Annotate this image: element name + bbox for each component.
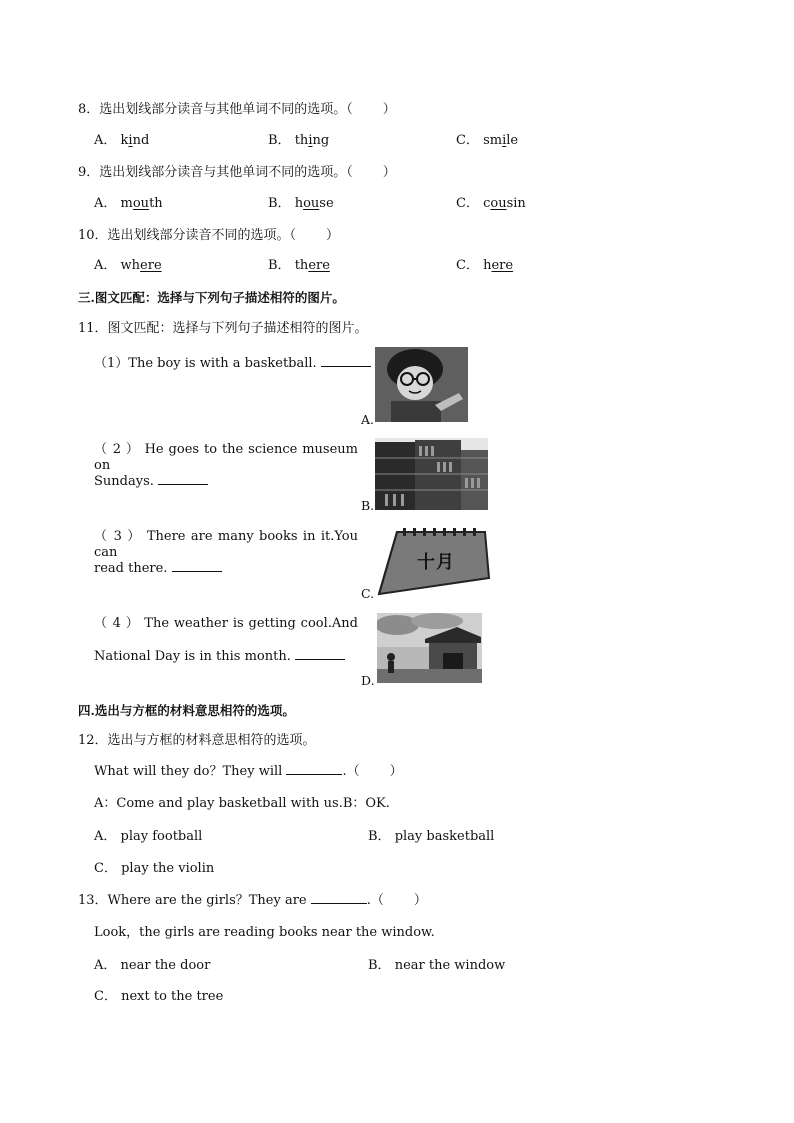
q13-option-b[interactable] (368, 958, 505, 974)
q11-item-1 (94, 355, 371, 372)
underlined-letters: ere (491, 258, 514, 273)
q11-item-3-line2 (94, 560, 222, 577)
underlined-letters: ere (308, 258, 330, 273)
question-11-stem: 11．图文匹配：选择与下列句子描述相符的图片。 (78, 321, 368, 336)
option-letter: B． (368, 958, 391, 973)
option-letter: A． (94, 196, 117, 211)
question-text: 9．选出划线部分读音与其他单词不同的选项。（ (78, 165, 353, 180)
word-part: sm (483, 133, 503, 148)
option-text: play the violin (121, 861, 215, 876)
underlined-letters: i (502, 133, 507, 148)
option-letter: A． (94, 133, 117, 148)
museum-building-picture[interactable] (377, 613, 482, 683)
answer-blank[interactable] (295, 648, 345, 660)
paren-close: ） (382, 165, 396, 180)
answer-blank[interactable] (158, 473, 208, 485)
word-part: k (120, 133, 129, 148)
paren-close: ） (413, 893, 427, 908)
underlined-letters: ou (303, 196, 320, 211)
underlined-letters: i (308, 133, 313, 148)
word-part: h (294, 196, 304, 211)
picture-a-label: A. (361, 412, 375, 427)
q11-item-3-line1: （ 3 ） There are many books in it.You can (94, 529, 358, 560)
answer-blank[interactable] (321, 355, 371, 367)
answer-blank[interactable] (172, 560, 222, 572)
q13-option-a[interactable] (94, 958, 210, 974)
item-text: read there. (94, 561, 168, 576)
q11-item-2-line1: （ 2 ） He goes to the science museum on (94, 442, 358, 473)
question-13-stem (78, 892, 427, 909)
option-letter: B． (368, 829, 391, 844)
q11-item-2-line2 (94, 473, 208, 490)
question-tail: .（ (366, 893, 384, 908)
word-part: m (120, 196, 133, 211)
word-part: se (319, 196, 334, 211)
question-10-stem (78, 228, 339, 244)
word-part: h (483, 258, 492, 273)
calendar-text: 十月 (417, 552, 455, 573)
picture-d-label: D. (361, 673, 375, 688)
q12-material: A：Come and play basketball with us.B：OK. (94, 796, 390, 811)
option-letter: C． (456, 258, 479, 273)
answer-blank[interactable] (311, 892, 367, 904)
q13-option-c[interactable] (94, 989, 223, 1005)
option-letter: C． (94, 989, 117, 1004)
item-text: National Day is in this month. (94, 649, 291, 664)
word-part: c (483, 196, 491, 211)
question-text: 13．Where are the girls？They are (78, 893, 307, 908)
paren-close: ） (389, 764, 403, 779)
word-part: th (294, 133, 309, 148)
word-part: wh (120, 258, 141, 273)
word-part: ng (312, 133, 330, 148)
word-part: th (149, 196, 163, 211)
boy-with-glasses-picture[interactable] (375, 347, 468, 422)
q9-option-c[interactable] (456, 196, 526, 212)
question-text: What will they do？They will (94, 764, 283, 779)
option-text: near the window (394, 958, 506, 973)
q10-option-c[interactable] (456, 258, 513, 274)
item-text: Sundays. (94, 474, 154, 489)
word-part: sin (506, 196, 526, 211)
q10-option-a[interactable] (94, 258, 162, 274)
q12-question (94, 763, 403, 780)
section-4-heading: 四.选出与方框的材料意思相符的选项。 (78, 703, 295, 718)
option-letter: A． (94, 958, 117, 973)
option-letter: C． (94, 861, 117, 876)
paren-close: ） (326, 228, 340, 243)
bookshelves-picture[interactable] (375, 438, 488, 510)
option-letter: C． (456, 196, 479, 211)
underlined-letters: i (128, 133, 133, 148)
option-letter: A． (94, 258, 117, 273)
underlined-letters: ou (132, 196, 150, 211)
q11-item-4-line2 (94, 648, 345, 665)
section-3-heading: 三.图文匹配：选择与下列句子描述相符的图片。 (78, 290, 345, 305)
q10-option-b[interactable] (268, 258, 330, 274)
q12-option-a[interactable] (94, 829, 202, 845)
q8-option-c[interactable] (456, 133, 518, 149)
question-text: 10．选出划线部分读音不同的选项。（ (78, 228, 297, 243)
question-tail: .（ (342, 764, 360, 779)
word-part: le (506, 133, 519, 148)
underlined-letters: ere (140, 258, 162, 273)
q9-option-a[interactable] (94, 196, 163, 212)
option-letter: B． (268, 133, 291, 148)
answer-blank[interactable] (286, 763, 342, 775)
option-text: near the door (120, 958, 211, 973)
question-text: 8．选出划线部分读音与其他单词不同的选项。（ (78, 102, 353, 117)
question-12-stem: 12．选出与方框的材料意思相符的选项。 (78, 733, 316, 748)
desk-calendar-picture[interactable] (375, 526, 490, 596)
q8-option-b[interactable] (268, 133, 329, 149)
option-letter: B． (268, 258, 291, 273)
underlined-letters: ou (490, 196, 507, 211)
option-letter: A． (94, 829, 117, 844)
q12-option-c[interactable] (94, 861, 214, 877)
option-letter: B． (268, 196, 291, 211)
word-part: th (294, 258, 309, 273)
picture-b-label: B. (361, 498, 375, 513)
option-text: play football (120, 829, 203, 844)
q9-option-b[interactable] (268, 196, 334, 212)
q8-option-a[interactable] (94, 133, 149, 149)
option-text: play basketball (394, 829, 495, 844)
q13-material: Look，the girls are reading books near the window. (94, 925, 435, 940)
q11-item-4-line1: （ 4 ） The weather is getting cool.And (94, 616, 358, 631)
word-part: nd (132, 133, 150, 148)
picture-c-label: C. (361, 586, 375, 601)
item-text: （1）The boy is with a basketball. (94, 356, 317, 371)
question-8-stem (78, 102, 396, 118)
q12-option-b[interactable] (368, 829, 494, 845)
option-text: next to the tree (121, 989, 224, 1004)
question-9-stem (78, 165, 396, 181)
paren-close: ） (382, 102, 396, 117)
option-letter: C． (456, 133, 479, 148)
